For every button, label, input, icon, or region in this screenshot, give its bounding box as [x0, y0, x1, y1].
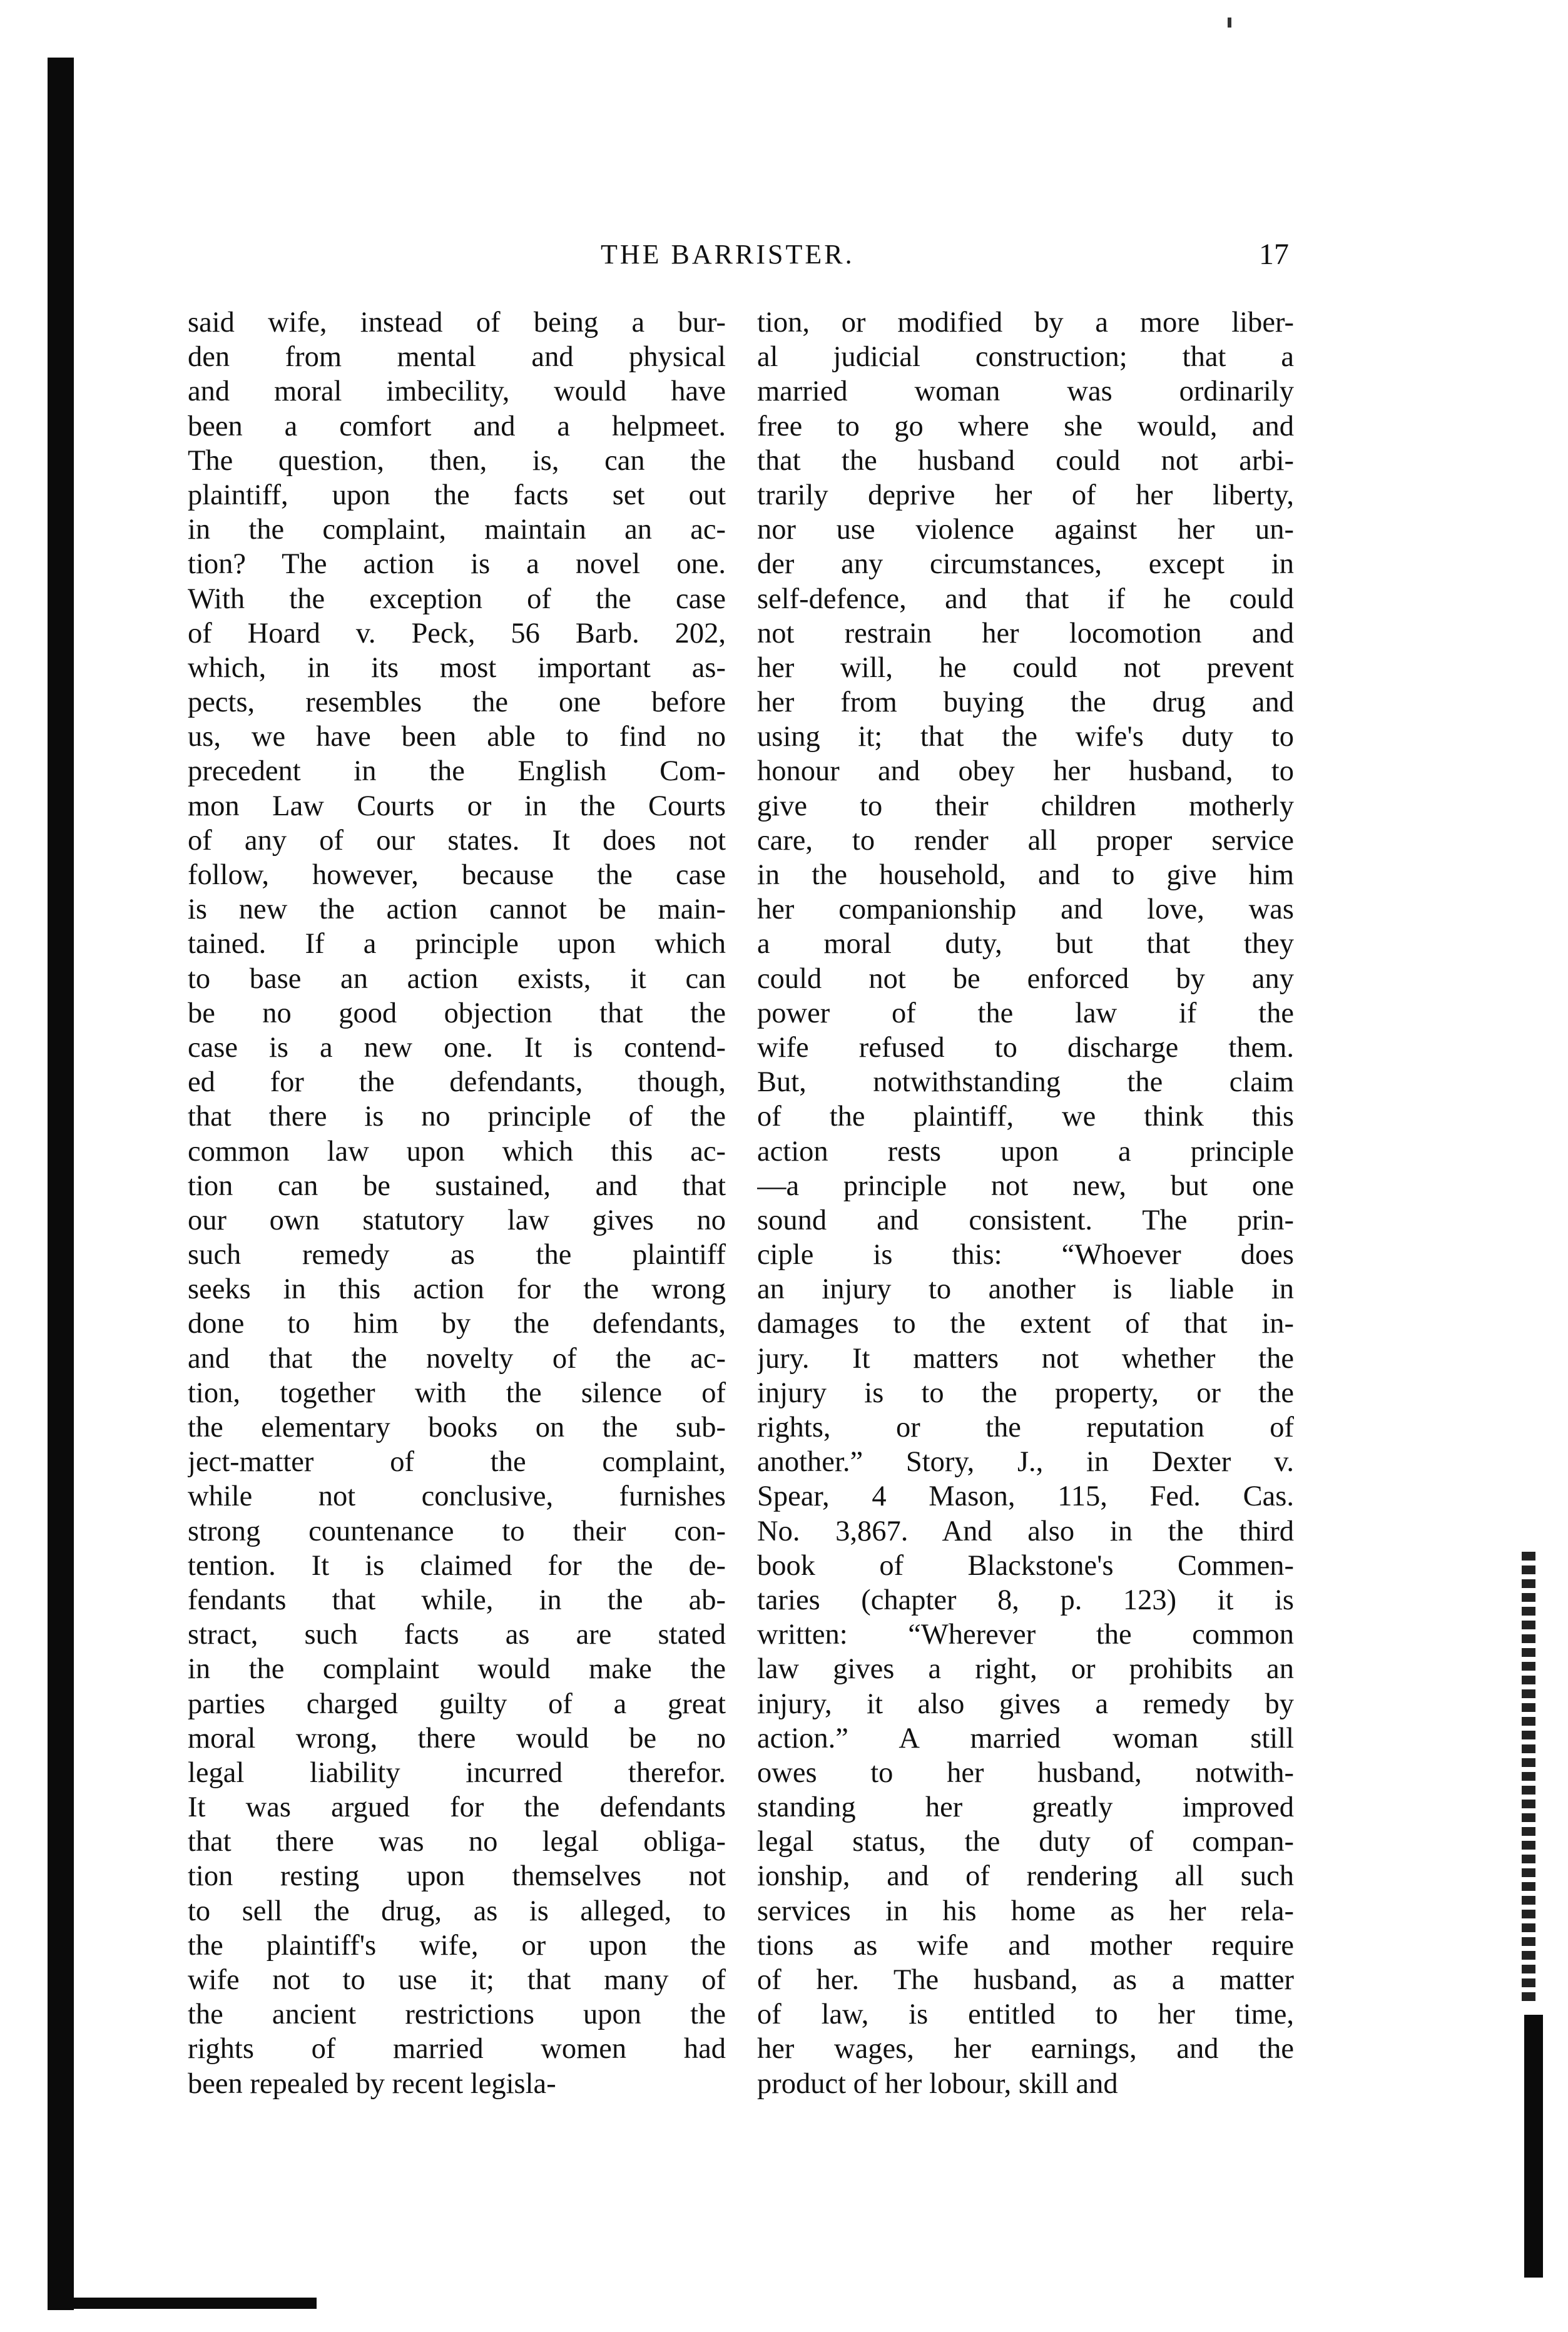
right-column-text-line: law gives a right, or prohibits an — [757, 1653, 1294, 1686]
left-column-text-line: of Hoard v. Peck, 56 Barb. 202, — [188, 617, 726, 649]
left-column-text-line: strong countenance to their con- — [188, 1515, 726, 1547]
right-column-text-line: rights, or the reputation of — [757, 1412, 1294, 1443]
page-number: 17 — [1259, 238, 1289, 271]
right-column-text-line: injury is to the property, or the — [757, 1377, 1294, 1409]
left-column-text-line: tention. It is claimed for the de- — [188, 1549, 726, 1582]
left-column-text-line: plaintiff, upon the facts set out — [188, 479, 726, 511]
left-column-text-line: case is a new one. It is contend- — [188, 1031, 726, 1064]
right-column-text-line: wife refused to discharge them. — [757, 1031, 1294, 1064]
left-column-text-line: mon Law Courts or in the Courts — [188, 790, 726, 822]
right-column-text-line: using it; that the wife's duty to — [757, 721, 1294, 753]
left-column-text-line: With the exception of the case — [188, 583, 726, 615]
right-column-text-line: action.” A married woman still — [757, 1722, 1294, 1754]
right-column-text-line: al judicial construction; that a — [757, 341, 1294, 374]
right-column-text-line: damages to the extent of that in- — [757, 1308, 1294, 1340]
right-column-text-line: ionship, and of rendering all such — [757, 1860, 1294, 1893]
left-column-text-line: rights of married women had — [188, 2033, 726, 2065]
left-column-text-line: tion resting upon themselves not — [188, 1860, 726, 1893]
left-column-text-line: is new the action cannot be main- — [188, 894, 726, 926]
right-column-text-line: tion, or modified by a more liber- — [757, 307, 1294, 339]
left-column-text-line: done to him by the defendants, — [188, 1308, 726, 1340]
left-column-text-line: parties charged guilty of a great — [188, 1688, 726, 1720]
right-column-text-line: her will, he could not prevent — [757, 651, 1294, 684]
left-column-text-line: pects, resembles the one before — [188, 686, 726, 719]
right-column-text-line: legal status, the duty of compan- — [757, 1826, 1294, 1858]
left-column-text-line: while not conclusive, furnishes — [188, 1480, 726, 1513]
right-column-text-line: —a principle not new, but one — [757, 1169, 1294, 1202]
left-column-text-line: precedent in the English Com- — [188, 755, 726, 788]
right-column-text-line: tions as wife and mother require — [757, 1929, 1294, 1962]
left-column-text-line: moral wrong, there would be no — [188, 1722, 726, 1754]
right-column-text-line: standing her greatly improved — [757, 1791, 1294, 1824]
left-column-text-line: fendants that while, in the ab- — [188, 1584, 726, 1616]
right-column-text-line: her companionship and love, was — [757, 894, 1294, 926]
left-column-text-line: been repealed by recent legisla- — [188, 2067, 556, 2100]
left-column-text-line: such remedy as the plaintiff — [188, 1239, 726, 1271]
right-column-text-line: services in his home as her rela- — [757, 1895, 1294, 1927]
left-column-text-line: and moral imbecility, would have — [188, 375, 726, 408]
left-column-text-line: the plaintiff's wife, or upon the — [188, 1929, 726, 1962]
left-column-text-line: den from mental and physical — [188, 341, 726, 374]
left-column-text-line: and that the novelty of the ac- — [188, 1342, 726, 1375]
left-text-column — [188, 305, 726, 2101]
left-column-text-line: legal liability incurred therefor. — [188, 1756, 726, 1789]
right-column-text-line: an injury to another is liable in — [757, 1273, 1294, 1306]
left-column-text-line: stract, such facts as are stated — [188, 1619, 726, 1651]
right-column-text-line: nor use violence against her un- — [757, 514, 1294, 546]
right-column-text-line: of her. The husband, as a matter — [757, 1964, 1294, 1996]
left-column-text-line: common law upon which this ac- — [188, 1135, 726, 1168]
left-column-text-line: ject-matter of the complaint, — [188, 1446, 726, 1479]
right-column-text-line: power of the law if the — [757, 997, 1294, 1029]
right-column-text-line: her wages, her earnings, and the — [757, 2033, 1294, 2065]
left-column-text-line: tion, together with the silence of — [188, 1377, 726, 1409]
running-head — [188, 233, 1289, 277]
left-column-text-line: of any of our states. It does not — [188, 824, 726, 857]
scan-right-edge — [1524, 2015, 1543, 2278]
right-column-text-line: not restrain her locomotion and — [757, 617, 1294, 649]
left-column-text-line: The question, then, is, can the — [188, 444, 726, 477]
left-column-text-line: the elementary books on the sub- — [188, 1412, 726, 1443]
left-column-text-line: It was argued for the defendants — [188, 1791, 726, 1824]
right-column-text-line: injury, it also gives a remedy by — [757, 1688, 1294, 1720]
right-column-text-line: book of Blackstone's Commen- — [757, 1549, 1294, 1582]
left-column-text-line: tion can be sustained, and that — [188, 1169, 726, 1202]
right-column-text-line: No. 3,867. And also in the third — [757, 1515, 1294, 1547]
scan-bottom-edge — [48, 2298, 317, 2309]
right-column-text-line: of the plaintiff, we think this — [757, 1101, 1294, 1133]
left-column-text-line: our own statutory law gives no — [188, 1204, 726, 1236]
left-column-text-line: which, in its most important as- — [188, 651, 726, 684]
right-column-text-line: action rests upon a principle — [757, 1135, 1294, 1168]
right-column-text-line: that the husband could not arbi- — [757, 444, 1294, 477]
left-column-text-line: seeks in this action for the wrong — [188, 1273, 726, 1306]
right-column-text-line: written: “Wherever the common — [757, 1619, 1294, 1651]
right-column-text-line: a moral duty, but that they — [757, 928, 1294, 960]
right-column-text-line: owes to her husband, notwith- — [757, 1756, 1294, 1789]
right-column-text-line: give to their children motherly — [757, 790, 1294, 822]
right-column-text-line: taries (chapter 8, p. 123) it is — [757, 1584, 1294, 1616]
left-column-text-line: that there is no principle of the — [188, 1101, 726, 1133]
left-column-text-line: ed for the defendants, though, — [188, 1066, 726, 1099]
page-header-title: THE BARRISTER. — [601, 239, 855, 270]
left-column-text-line: tion? The action is a novel one. — [188, 548, 726, 581]
right-column-text-line: another.” Story, J., in Dexter v. — [757, 1446, 1294, 1479]
right-column-text-line: ciple is this: “Whoever does — [757, 1239, 1294, 1271]
scan-right-edge-dotted — [1522, 1552, 1535, 2002]
right-column-text-line: self-defence, and that if he could — [757, 583, 1294, 615]
left-column-text-line: tained. If a principle upon which — [188, 928, 726, 960]
left-column-text-line: in the complaint would make the — [188, 1653, 726, 1686]
right-column-text-line: care, to render all proper service — [757, 824, 1294, 857]
left-column-text-line: follow, however, because the case — [188, 859, 726, 891]
left-column-text-line: said wife, instead of being a bur- — [188, 307, 726, 339]
left-column-text-line: us, we have been able to find no — [188, 721, 726, 753]
scan-artifact-mark — [1228, 18, 1231, 28]
left-column-text-line: in the complaint, maintain an ac- — [188, 514, 726, 546]
left-column-text-line: wife not to use it; that many of — [188, 1964, 726, 1996]
right-text-column — [757, 305, 1294, 2101]
right-column-text-line: could not be enforced by any — [757, 962, 1294, 995]
right-column-text-line: married woman was ordinarily — [757, 375, 1294, 408]
right-column-text-line: product of her lobour, skill and — [757, 2067, 1118, 2100]
right-column-text-line: Spear, 4 Mason, 115, Fed. Cas. — [757, 1480, 1294, 1513]
right-column-text-line: jury. It matters not whether the — [757, 1342, 1294, 1375]
right-column-text-line: der any circumstances, except in — [757, 548, 1294, 581]
right-column-text-line: her from buying the drug and — [757, 686, 1294, 719]
right-column-text-line: of law, is entitled to her time, — [757, 1998, 1294, 2031]
left-column-text-line: be no good objection that the — [188, 997, 726, 1029]
right-column-text-line: honour and obey her husband, to — [757, 755, 1294, 788]
right-column-text-line: sound and consistent. The prin- — [757, 1204, 1294, 1236]
left-column-text-line: to base an action exists, it can — [188, 962, 726, 995]
left-column-text-line: that there was no legal obliga- — [188, 1826, 726, 1858]
right-column-text-line: trarily deprive her of her liberty, — [757, 479, 1294, 511]
scan-binding-edge — [48, 58, 74, 2310]
left-column-text-line: to sell the drug, as is alleged, to — [188, 1895, 726, 1927]
right-column-text-line: in the household, and to give him — [757, 859, 1294, 891]
right-column-text-line: free to go where she would, and — [757, 410, 1294, 442]
left-column-text-line: the ancient restrictions upon the — [188, 1998, 726, 2031]
right-column-text-line: But, notwithstanding the claim — [757, 1066, 1294, 1099]
left-column-text-line: been a comfort and a helpmeet. — [188, 410, 726, 442]
